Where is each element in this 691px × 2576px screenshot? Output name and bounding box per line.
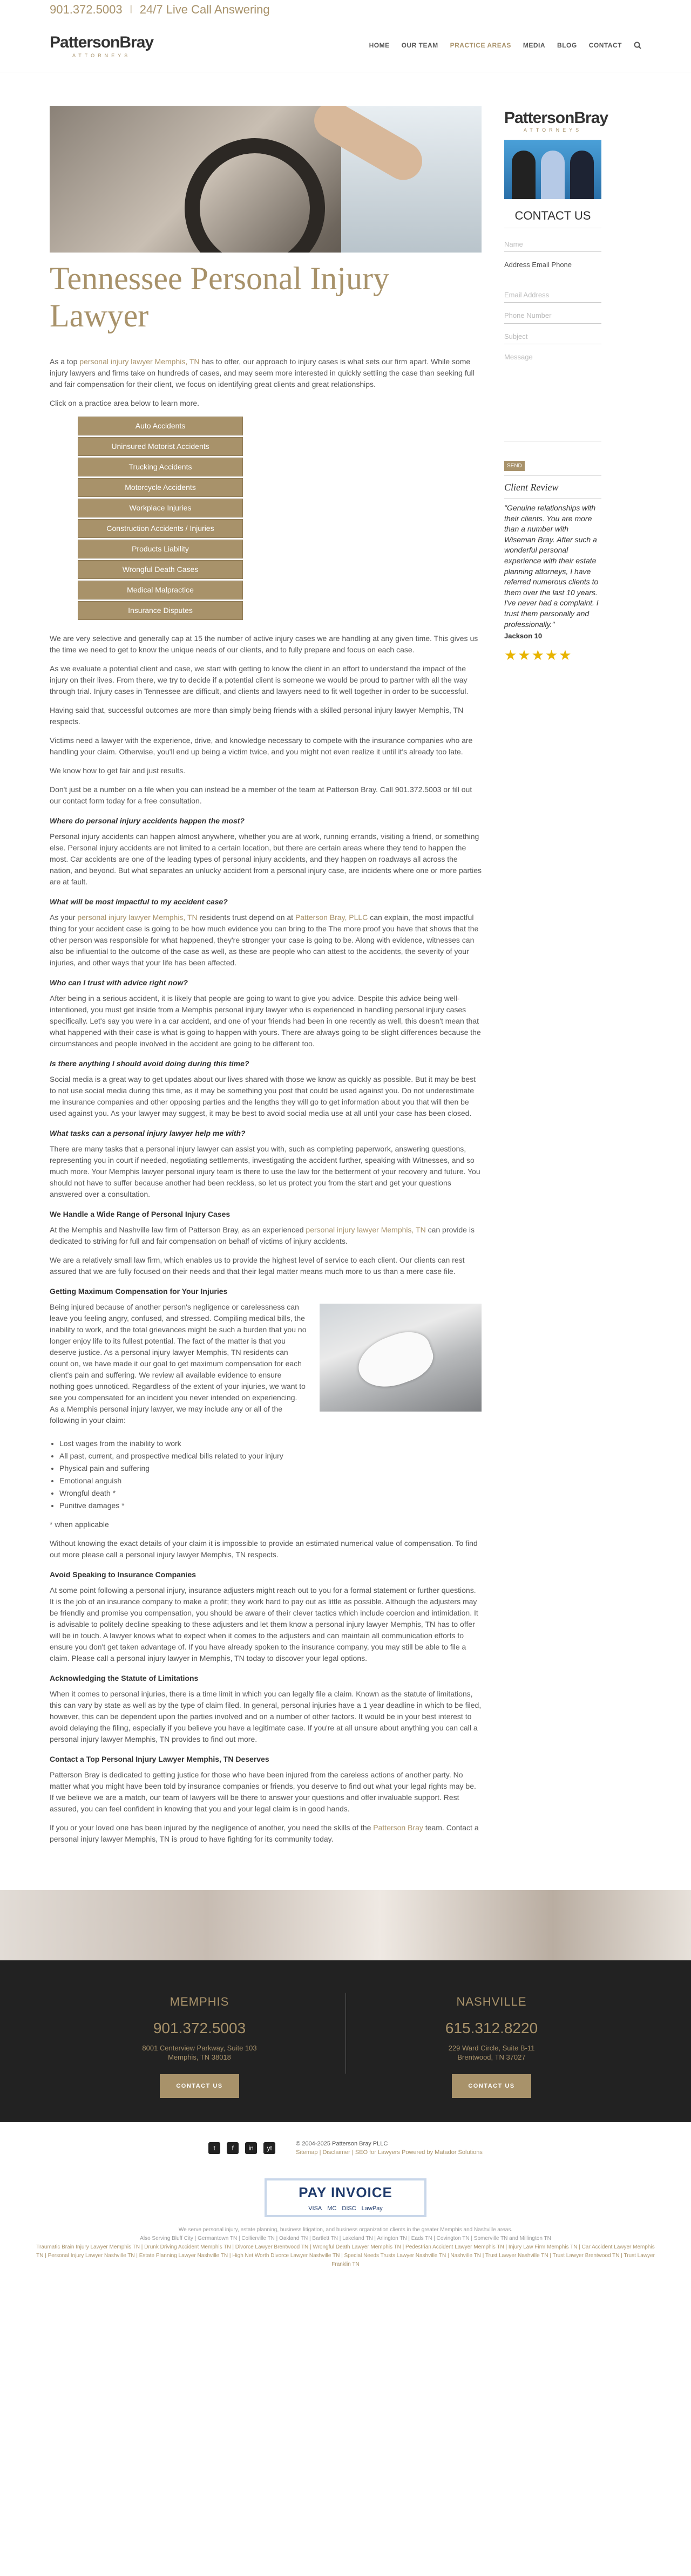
office-address: 229 Ward Circle, Suite B-11 (448, 2044, 535, 2052)
pay-invoice-title: PAY INVOICE (299, 2184, 392, 2201)
paragraph: At some point following a personal injury, insurance adjusters might reach out to you for a formal statement or further questions. It is the job of an insurance company to make a profit; they work hard to pay out as little as possible. Although the adjusters may be friendly and promise you compensation, you should be aware of their clever tactics which include coercion and intimidation. It is advisable to politely decline speaking to these adjusters and let them know a personal injury lawyer Memphis, TN has to offer will be in touch. A lawyer knows what to expect when it comes to the adjusters and can maintain all communication efforts to ensure you don't get taken advantage of. If you have already spoken to the insurance company, you may still be able to file a claim. Please call a personal injury lawyer in Memphis, TN today to discover your legal options. (50, 1586, 478, 1662)
review-author: Jackson 10 (504, 632, 543, 640)
paragraph: Without knowing the exact details of your claim it is impossible to provide an estimated numerical value of compensation. To find out more please call a personal injury lawyer Memphis, TN respects. (50, 1539, 478, 1559)
youtube-icon[interactable]: yt (263, 2142, 275, 2154)
sidebar-logo-name: PattersonBray (504, 109, 608, 127)
fine-print (0, 2226, 691, 2269)
practice-area-item[interactable]: Medical Malpractice (78, 581, 243, 599)
section-heading: What will be most impactful to my accident case? (50, 897, 228, 906)
practice-area-item[interactable]: Workplace Injuries (78, 499, 243, 517)
list-item: • Emotional anguish (59, 1475, 482, 1487)
practice-area-item[interactable]: Construction Accidents / Injuries (78, 519, 243, 538)
visa-icon: VISA (308, 2205, 322, 2212)
section-heading: Where do personal injury accidents happen the most? (50, 816, 245, 825)
section-heading: Who can I trust with advice right now? (50, 978, 188, 987)
site-header (0, 18, 691, 72)
office-phone[interactable]: 615.312.8220 (445, 2020, 538, 2036)
final-link[interactable]: Patterson Bray (373, 1823, 423, 1832)
section-heading: What tasks can a personal injury lawyer help me with? (50, 1129, 246, 1137)
paragraph: We are a relatively small law firm, which enables us to provide the highest level of service to each client. Our clients can rest assured that we are fully focused on their needs and that their legal matter means much more to us than a mere case file. (50, 1256, 465, 1276)
also-serving-text: Also Serving Bluff City | Germantown TN | Collierville TN | Oakland TN | Bartlett TN | Lakeland TN | Arlington TN | Eads TN | Covington TN | Somerville TN and Millington TN (140, 2236, 551, 2241)
section-heading: Avoid Speaking to Insurance Companies (50, 1570, 196, 1579)
nav-contact[interactable]: CONTACT (588, 41, 622, 49)
top-separator: | (130, 4, 132, 13)
paragraph: Having said that, successful outcomes are more than simply being friends with a skilled personal injury lawyer Memphis, TN respects. (50, 706, 464, 726)
impact-link[interactable]: personal injury lawyer Memphis, TN (77, 913, 198, 922)
social-links (208, 2142, 275, 2154)
paragraph: Don't just be a number on a file when you can instead be a member of the team at Patterson Bray. Call 901.372.5003 or fill out our contact form today for a free consultation. (50, 785, 472, 805)
practice-area-item[interactable]: Insurance Disputes (78, 601, 243, 620)
contact-title: CONTACT US (514, 208, 591, 222)
footnote: * when applicable (50, 1520, 109, 1529)
lawpay-icon: LawPay (361, 2205, 383, 2212)
intro-paragraph: As a top personal injury lawyer Memphis, TN has to offer, our approach to injury cases is what sets our firm apart. While some injury lawyers and firms take on hundreds of cases, and may seem more interested in quickly settling the case than seeking full and fair compensation for their client, we focus on identifying great clients and great relationships. (50, 357, 475, 389)
footer-links[interactable]: Sitemap | Disclaimer | (296, 2149, 354, 2156)
intro-link[interactable]: personal injury lawyer Memphis, TN (79, 357, 200, 366)
page-title: Tennessee Personal Injury Lawyer (50, 261, 389, 333)
click-text: Click on a practice area below to learn more. (50, 399, 200, 407)
hero-image (50, 106, 482, 253)
paragraph: We know how to get fair and just results. (50, 766, 186, 775)
sidebar-logo (504, 106, 608, 134)
facebook-icon[interactable]: f (227, 2142, 239, 2154)
top-phone[interactable]: 901.372.5003 (50, 2, 123, 16)
copyright: © 2004-2025 Patterson Bray PLLC (296, 2140, 388, 2147)
section-heading: Is there anything I should avoid doing during this time? (50, 1059, 249, 1068)
practice-area-item[interactable]: Motorcycle Accidents (78, 478, 243, 497)
nav-media[interactable]: MEDIA (523, 41, 546, 49)
name-field[interactable]: Name (504, 231, 601, 253)
list-item: • Punitive damages * (59, 1500, 482, 1511)
sub-footer (0, 2122, 691, 2174)
footer-banner-image (0, 1890, 691, 1960)
seo-link[interactable]: SEO for Lawyers Powered by Matador Solutions (355, 2149, 483, 2156)
sidebar (504, 106, 608, 1852)
office-address: 8001 Centerview Parkway, Suite 103 (142, 2044, 257, 2052)
twitter-icon[interactable]: t (208, 2142, 220, 2154)
paragraph: Being injured because of another person's negligence or carelessness can leave you feeling angry, confused, and stressed. Compiling medical bills, the inability to work, and the total grievances might be such a burden that you no longer enjoy life to its fullest potential. The fact of the matter is that you deserve justice. As a personal injury lawyer Memphis, TN residents can count on, we have made it our goal to get maximum compensation for each client's pain and suffering. We review all available evidence to ensure nothing goes unnoticed. Regardless of the extent of your injuries, we want to see you compensated for an incident you never intended on experiencing. As a Memphis personal injury lawyer, we may include any or all of the following in your claim: (50, 1303, 307, 1425)
wide-link[interactable]: personal injury lawyer Memphis, TN (306, 1225, 426, 1234)
review-title: Client Review (504, 482, 559, 493)
practice-area-item[interactable]: Auto Accidents (78, 417, 243, 435)
paragraph: After being in a serious accident, it is likely that people are going to want to give you advice. Despite this advice being well-intentioned, you must get inside from a Memphis personal injury lawyer who is experienced in handling personal injury cases specifically. Let's say you were in a car accident, and one of your friends had been in one recently as well, this doesn't mean that what happened with their case is what is going to happen with yours. There are always going to be slight differences because the circumstances and people involved in the accident are going to be different too. (50, 994, 481, 1048)
seo-links[interactable]: Traumatic Brain Injury Lawyer Memphis TN | Drunk Driving Accident Memphis TN | Divorce Lawyer Brentwood TN | Wrongful Death Lawyer Memphis TN | Pedestrian Accident Lawyer Memphis TN | Injury Law Firm Memphis TN | Car Accident Lawyer Memphis TN | Personal Injury Lawyer Nashville TN | Estate Planning Lawyer Nashville TN | High Net Worth Divorce Lawyer Nashville TN | Special Needs Trusts Lawyer Nashville TN | Nashville TN | Trust Lawyer Nashville TN | Trust Lawyer Brentwood TN | Trust Lawyer Franklin TN (36, 2244, 655, 2267)
sidebar-logo-sub: ATTORNEYS (523, 127, 582, 133)
list-item: • Wrongful death * (59, 1488, 482, 1499)
practice-area-list (78, 417, 243, 620)
main-area (0, 106, 691, 1852)
section-heading: Getting Maximum Compensation for Your Injuries (50, 1287, 228, 1296)
logo-name: PattersonBray (50, 33, 154, 52)
contact-us-button[interactable]: CONTACT US (160, 2074, 239, 2098)
paragraph: When it comes to personal injuries, there is a time limit in which you can legally file a claim. Known as the statute of limitations, this can vary by state as well as by the type of claim filed. In general, personal injuries have a 1 year deadline in which to be filed, however, this can be dependent upon the parties involved and on a number of other factors. It would be in your best interest to avoid delaying the filing, especially if you believe you have a legitimate case. If you're at all unsure about anything you can call a personal injury lawyer Memphis, TN provides to find out more. (50, 1689, 482, 1743)
payment-cards (308, 2204, 383, 2213)
section-heading: Contact a Top Personal Injury Lawyer Memphis, TN Deserves (50, 1755, 269, 1763)
send-button[interactable]: SEND (504, 461, 525, 471)
discover-icon: DISC (342, 2205, 356, 2212)
section-heading: Acknowledging the Statute of Limitations (50, 1674, 199, 1682)
search-icon[interactable] (634, 42, 641, 49)
paragraph: At the Memphis and Nashville law firm of Patterson Bray, as an experienced personal injury lawyer Memphis, TN can provide is dedicated to striving for full and fair compensation on behalf of victims of injury accidents. (50, 1225, 475, 1245)
injury-photo (320, 1304, 482, 1412)
team-photo (504, 140, 601, 199)
contact-method-label: Address Email Phone (504, 261, 572, 269)
subject-field[interactable]: Subject (504, 324, 601, 345)
paragraph: Patterson Bray is dedicated to getting justice for those who have been injured from the careless actions of another party. No matter what you might have been told by insurance companies or friends, you deserve to find out what your legal rights may be. If we believe we are a match, our team of lawyers will be there to answer your questions and offer invaluable support. Rest assured, you can feel confident in knowing that you and your legal claim is in good hands. (50, 1770, 476, 1813)
email-field[interactable]: Email Address (504, 282, 601, 303)
practice-area-item[interactable]: Wrongful Death Cases (78, 560, 243, 579)
paragraph: As we evaluate a potential client and case, we start with getting to know the client in an effort to understand the impact of the injury on their lives. From there, we try to decide if a potential client is someone we would be proud to partner with all the way through trial. Injury cases in Tennessee are difficult, and clients and lawyers need to fit well together in order to be successful. (50, 664, 469, 696)
office-city: MEMPHIS (170, 1995, 229, 2008)
review-text: "Genuine relationships with their clients. You are more than a number with Wiseman Bray. After such a wonderful personal experience with their estate planning attorneys, I have referred numerous clients to them over the last 10 years. I've never had a complaint. I trust them personally and professionally." (504, 503, 599, 629)
pay-invoice-button[interactable] (265, 2178, 426, 2217)
paragraph: Personal injury accidents can happen almost anywhere, whether you are at work, running errands, visiting a friend, or something else. Personal injury accidents are not limited to a certain location, but there are certain areas where they tend to happen the most. Car accidents are one of the leading types of personal injury accidents, and they happen on roadways all across the nation, and beyond. But what separates an unlucky accident from a personal injury case, are incidents where one or more parties are at fault. (50, 832, 482, 886)
firm-link[interactable]: Patterson Bray, PLLC (295, 913, 368, 922)
practice-area-item[interactable]: Trucking Accidents (78, 458, 243, 476)
paragraph: If you or your loved one has been injured by the negligence of another, you need the skills of the Patterson Bray team. Contact a personal injury lawyer Memphis, TN is proud to have fighting for its community today. (50, 1823, 479, 1843)
list-item: • Physical pain and suffering (59, 1463, 482, 1474)
office-memphis (54, 1993, 346, 2122)
paragraph: Social media is a great way to get updates about our lives shared with those we know as quickly as possible. But it may be best to not use social media during this time, as it may be something you post that could be used against you. Do not underestimate me insurance companies and other opposing parties and the lengths they will go to get information about you that will then be used against you. As your lawyer may suggest, it may be best to avoid social media use at all until your case has been closed. (50, 1075, 476, 1117)
site-logo[interactable] (50, 30, 153, 60)
claim-list (59, 1438, 482, 1511)
main-nav (369, 40, 641, 50)
site-footer (0, 1960, 691, 2122)
top-bar (0, 0, 691, 18)
office-address: Memphis, TN 38018 (168, 2053, 231, 2061)
paragraph: There are many tasks that a personal injury lawyer can assist you with, such as completing paperwork, answering questions, representing you in court if needed, negotiating settlements, investigating the accident further, speaking with Witnesses, and so much more. Your Memphis lawyer personal injury team is there to use the law for the betterment of your recovery and future. You should not have to suffer because another had been reckless, so let us protect you from the start and get your questions answered over a consultation. (50, 1144, 480, 1198)
paragraph: We are very selective and generally cap at 15 the number of active injury cases we are handling at any given time. This gives us the time we need to get to know the unique needs of our clients, and to fully prepare and focus on each case. (50, 634, 478, 654)
top-answering: 24/7 Live Call Answering (139, 2, 270, 16)
phone-field[interactable]: Phone Number (504, 303, 601, 324)
nav-our-team[interactable]: OUR TEAM (401, 41, 438, 49)
office-nashville (346, 1993, 638, 2122)
mastercard-icon: MC (327, 2205, 337, 2212)
office-city: NASHVILLE (456, 1995, 527, 2008)
contact-us-button[interactable]: CONTACT US (452, 2074, 531, 2098)
list-item: • All past, current, and prospective medical bills related to your injury (59, 1450, 482, 1462)
list-item: • Lost wages from the inability to work (59, 1438, 482, 1449)
star-rating: ★★★★★ (504, 646, 573, 663)
compensation-row (50, 1301, 482, 1434)
service-area-text: We serve personal injury, estate planning, business litigation, and business organization clients in the greater Memphis and Nashville areas. (178, 2227, 513, 2233)
copyright-block (296, 2139, 483, 2157)
nav-blog[interactable]: BLOG (557, 41, 577, 49)
practice-area-item[interactable]: Products Liability (78, 540, 243, 558)
office-phone[interactable]: 901.372.5003 (153, 2020, 246, 2036)
message-field[interactable]: Message (504, 344, 601, 441)
practice-area-item[interactable]: Uninsured Motorist Accidents (78, 437, 243, 456)
nav-practice-areas[interactable]: PRACTICE AREAS (450, 41, 511, 49)
linkedin-icon[interactable]: in (245, 2142, 257, 2154)
logo-sub: ATTORNEYS (72, 53, 131, 59)
section-heading: We Handle a Wide Range of Personal Injury Cases (50, 1210, 231, 1218)
office-address: Brentwood, TN 37027 (457, 2053, 526, 2061)
nav-home[interactable]: HOME (369, 41, 390, 49)
paragraph: As your personal injury lawyer Memphis, TN residents trust depend on at Patterson Bray, PLLC can explain, the most impactful thing for your accident case is going to be how much evidence you can bring to the The more proof you have that shows that the other person was responsible for what happened, they're stronger your case is going to be. Along with evidence, witnesses can also be influential to the outcome of the case as well, as these are people who can attest to the accidents, the severity of your injuries, and other ways that your life has been affected. (50, 913, 479, 967)
page-content (50, 106, 482, 1852)
paragraph: Victims need a lawyer with the experience, drive, and knowledge necessary to compete with the insurance companies who are handling your claim. Otherwise, you'll end up being a victim twice, and you might not even realize it until it's already too late. (50, 736, 473, 756)
